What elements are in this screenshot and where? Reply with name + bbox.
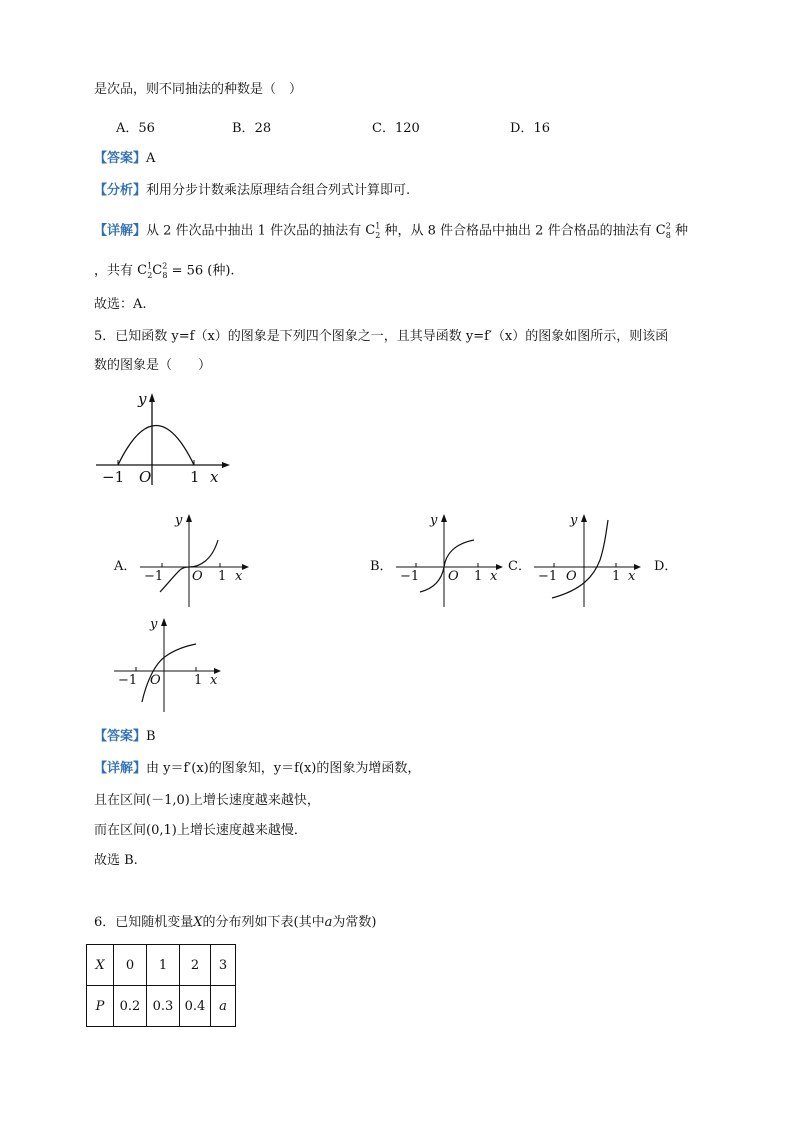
option-d: D．16 (510, 121, 550, 136)
svg-text:1: 1 (194, 673, 203, 688)
svg-text:y: y (150, 617, 158, 632)
graph-option-a (140, 510, 250, 610)
svg-text:y: y (175, 513, 183, 528)
svg-text:−1: −1 (144, 569, 164, 584)
q4-stem-tail: 是次品，则不同抽法的种数是（ ） (94, 82, 303, 97)
q4-answer: 【答案】A (94, 151, 156, 166)
table-cell: 0.4 (180, 986, 211, 1027)
svg-text:−1: −1 (400, 569, 420, 584)
table-cell: 2 (180, 945, 211, 986)
option-b: B．28 (232, 121, 272, 136)
q5-stem-line1: 5．已知函数 y=f（x）的图象是下列四个图象之一，且其导函数 y=f′（x）的图象如图所示，则该函 (94, 329, 669, 344)
svg-text:O: O (192, 569, 203, 584)
svg-text:1: 1 (218, 569, 227, 584)
graph-a-label: A． (114, 559, 137, 574)
table-cell: X (87, 945, 114, 986)
option-a: A．56 (116, 121, 155, 136)
table-cell: 3 (211, 945, 236, 986)
tick-neg-label: −1 (102, 468, 125, 486)
q5-answer: 【答案】B (94, 729, 156, 744)
q4-analysis: 【分析】利用分步计数乘法原理结合组合列式计算即可. (94, 183, 411, 198)
comb-c82: $C^2_8$ (655, 222, 671, 240)
svg-text:x: x (235, 569, 243, 584)
table-cell: 1 (147, 945, 180, 986)
q5-detail-line3: 而在区间(0,1)上增长速度越来越慢． (94, 823, 307, 838)
graph-b-label: B． (370, 559, 393, 574)
svg-text:1: 1 (474, 569, 483, 584)
option-c: C．120 (372, 121, 420, 136)
graph-c-label: C． (508, 559, 531, 574)
svg-text:x: x (490, 569, 498, 584)
svg-text:x: x (628, 569, 636, 584)
comb-product: $C^1_2C^2_8$ (137, 262, 168, 280)
q4-detail-line2: ，共有 $C^1_2C^2_8 = 56$ (种). (94, 262, 235, 280)
svg-text:O: O (566, 569, 577, 584)
table-row (87, 945, 236, 986)
q5-stem-line2: 数的图象是（ ） (94, 358, 212, 373)
table-cell: 0.2 (114, 986, 147, 1027)
graph-option-c (534, 510, 644, 610)
svg-text:y: y (570, 513, 578, 528)
q5-conclusion: 故选 B. (94, 853, 138, 868)
svg-text:−1: −1 (118, 673, 138, 688)
table-cell: 0.3 (147, 986, 180, 1027)
q5-detail-line2: 且在区间(－1,0)上增长速度越来越快， (94, 793, 320, 808)
svg-text:1: 1 (612, 569, 621, 584)
svg-text:−1: −1 (538, 569, 558, 584)
svg-text:y: y (430, 513, 438, 528)
graph-option-d (114, 614, 224, 714)
svg-text:O: O (150, 673, 161, 688)
q4-detail-line1: 【详解】从 2 件次品中抽出 1 件次品的抽法有 $C^1_2$ 种，从 8 件合格品中抽出 2 件合格品的抽法有 $C^2_8$ 种 (94, 222, 689, 240)
table-cell: a (211, 986, 236, 1027)
q5-detail-line1: 【详解】由 y＝f′(x)的图象知，y＝f(x)的图象为增函数， (94, 761, 421, 776)
q4-conclusion: 故选：A. (94, 297, 147, 312)
svg-text:x: x (210, 673, 218, 688)
graph-d-label: D． (654, 559, 678, 574)
table-cell: P (87, 986, 114, 1027)
axis-y-label: y (138, 390, 147, 408)
derivative-graph (94, 390, 234, 490)
tick-pos-label: 1 (190, 468, 200, 486)
q6-stem: 6．已知随机变量X的分布列如下表(其中a为常数) (94, 915, 377, 930)
distribution-table (86, 944, 236, 1027)
origin-label: O (139, 468, 152, 486)
graph-option-b (396, 510, 506, 610)
table-cell: 0 (114, 945, 147, 986)
svg-text:O: O (448, 569, 459, 584)
axis-x-label: x (210, 468, 219, 486)
comb-c21: $C^1_2$ (365, 222, 381, 240)
table-row (87, 986, 236, 1027)
